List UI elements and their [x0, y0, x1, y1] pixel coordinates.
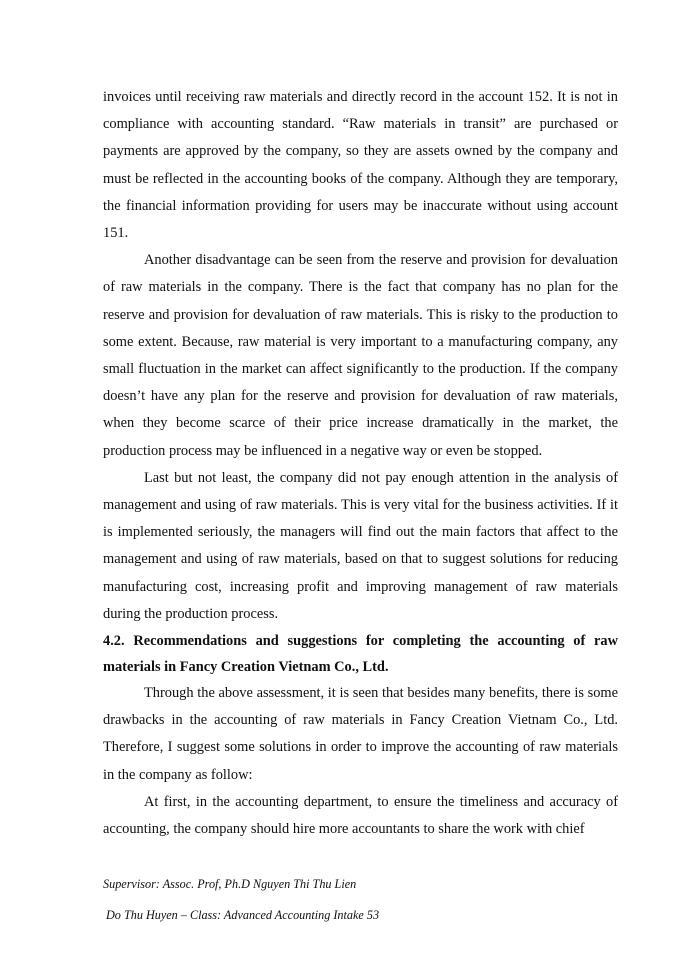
paragraph-assessment: Through the above assessment, it is seen that besides many benefits, there is some drawbacks in the accounting of raw materials in Fancy Creation Vietnam Co., Ltd. Therefore, I suggest some solutions in order to improve the accounting of raw materials in the company as follow: — [103, 685, 618, 783]
section-heading-4-2: 4.2. Recommendations and suggestions for completing the accounting of raw materials in Fancy Creation Vietnam Co., Ltd. — [103, 633, 618, 676]
footer-supervisor: Supervisor: Assoc. Prof, Ph.D Nguyen Thi Thu Lien — [103, 877, 357, 891]
paragraph-analysis-management: Last but not least, the company did not pay enough attention in the analysis of management and using of raw materials. This is very vital for the business activities. If it is implemented seriously, the managers will find out the main factors that affect to the management and using of raw materials, based on that to suggest solutions for reducing manufacturing cost, increasing profit and improving management of raw materials during the production process. — [103, 469, 618, 622]
paragraph-reserve-provision: Another disadvantage can be seen from the reserve and provision for devaluation of raw materials in the company. There is the fact that company has no plan for the reserve and provision for devaluation of raw materials. This is risky to the production to some extent. Because, raw material is very important to a manufacturing company, any small fluctuation in the market can affect significantly to the production. If the company doesn’t have any plan for the reserve and provision for devaluation of raw materials, when they become scarce of their price increase dramatically in the market, the production process may be influenced in a negative way or even be stopped. — [103, 252, 618, 459]
paragraph-hire-accountants: At first, in the accounting department, to ensure the timeliness and accuracy of accounting, the company should hire more accountants to share the work with chief — [103, 793, 618, 838]
footer-student: Do Thu Huyen – Class: Advanced Accounting Intake 53 — [106, 908, 380, 922]
body-text — [103, 84, 618, 843]
paragraph-account-151: invoices until receiving raw materials and directly record in the account 152. It is not in compliance with accounting standard. “Raw materials in transit” are purchased or payments are approved by the company, so they are assets owned by the company and must be reflected in the accounting books of the company. Although they are temporary, the financial information providing for users may be inaccurate without using account 151. — [103, 89, 618, 242]
